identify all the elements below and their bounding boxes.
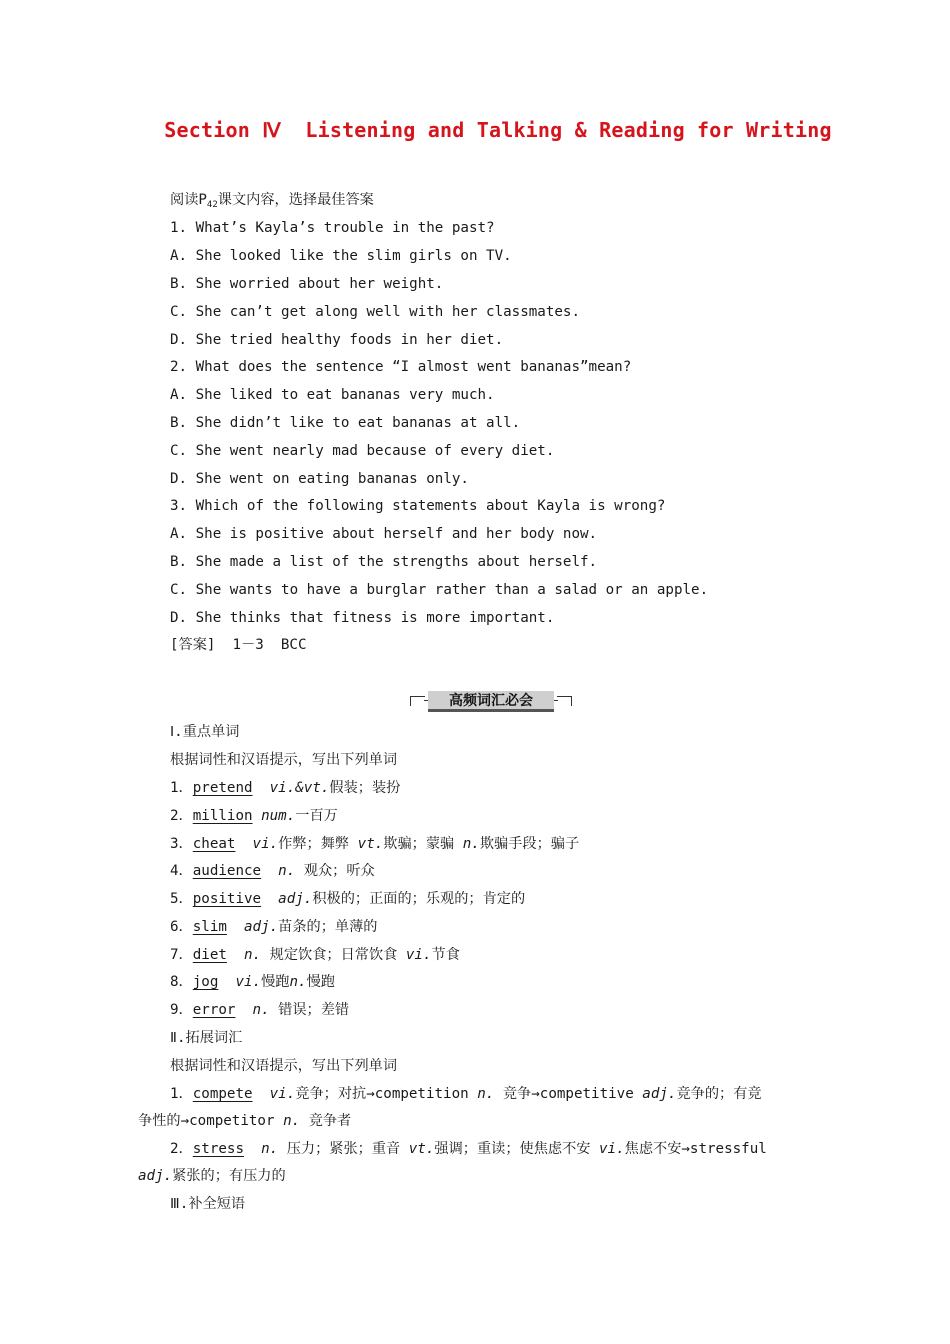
question-1: 1. What’s Kayla’s trouble in the past? bbox=[170, 220, 495, 236]
option-1c: C. She can’t get along well with her classmates. bbox=[170, 304, 580, 320]
option-1b: B. She worried about her weight. bbox=[170, 276, 444, 292]
section-banner bbox=[410, 689, 572, 713]
vocab-item: 8．jog vi.慢跑n.慢跑 bbox=[170, 974, 335, 990]
vocab-item-cont: 争性的→competitor n. 竞争者 bbox=[138, 1113, 352, 1129]
section2-heading: Ⅱ.拓展词汇 bbox=[170, 1030, 243, 1046]
vocab-item: 6．slim adj.苗条的；单薄的 bbox=[170, 919, 378, 935]
vocab-item: 4．audience n. 观众；听众 bbox=[170, 863, 375, 879]
option-2a: A. She liked to eat bananas very much. bbox=[170, 387, 495, 403]
section1-instruction: 根据词性和汉语提示，写出下列单词 bbox=[170, 752, 398, 768]
vocab-item: 7．diet n. 规定饮食；日常饮食 vi.节食 bbox=[170, 947, 460, 963]
vocab-item-cont: adj.紧张的；有压力的 bbox=[138, 1168, 286, 1184]
option-2b: B. She didn’t like to eat bananas at all. bbox=[170, 415, 521, 431]
answer-key: [答案] 1－3 BCC bbox=[170, 637, 307, 653]
banner-label: 高频词汇必会 bbox=[449, 693, 533, 709]
page-title: Section Ⅳ Listening and Talking & Reading for Writing bbox=[164, 118, 832, 142]
vocab-item: 5．positive adj.积极的；正面的；乐观的；肯定的 bbox=[170, 891, 526, 907]
reading-instruction: 阅读$P_{42}$课文内容，选择最佳答案 bbox=[170, 192, 374, 210]
vocab-item: 3．cheat vi.作弊；舞弊 vt.欺骗；蒙骗 n.欺骗手段；骗子 bbox=[170, 836, 580, 852]
option-1a: A. She looked like the slim girls on TV. bbox=[170, 248, 512, 264]
option-3d: D. She thinks that fitness is more important. bbox=[170, 610, 555, 626]
section1-heading: Ⅰ.重点单词 bbox=[170, 724, 240, 740]
vocab-item: 2．million num.一百万 bbox=[170, 808, 338, 824]
section2-instruction: 根据词性和汉语提示，写出下列单词 bbox=[170, 1058, 398, 1074]
option-3a: A. She is positive about herself and her body now. bbox=[170, 526, 598, 542]
question-3: 3. Which of the following statements about Kayla is wrong? bbox=[170, 498, 666, 514]
option-2d: D. She went on eating bananas only. bbox=[170, 471, 469, 487]
option-2c: C. She went nearly mad because of every diet. bbox=[170, 443, 555, 459]
option-3b: B. She made a list of the strengths about herself. bbox=[170, 554, 598, 570]
question-2: 2. What does the sentence “I almost went bananas”mean? bbox=[170, 359, 632, 375]
vocab-item: 1．compete vi.竞争；对抗→competition n. 竞争→competitive adj.竞争的；有竞 bbox=[170, 1086, 762, 1102]
section3-heading: Ⅲ.补全短语 bbox=[170, 1196, 246, 1212]
vocab-item: 9．error n. 错误；差错 bbox=[170, 1002, 350, 1018]
vocab-item: 2．stress n. 压力；紧张；重音 vt.强调；重读；使焦虑不安 vi.焦虑不安→stressful bbox=[170, 1141, 767, 1157]
option-3c: C. She wants to have a burglar rather than a salad or an apple. bbox=[170, 582, 709, 598]
vocab-item: 1．pretend vi.&vt.假装；装扮 bbox=[170, 780, 401, 796]
option-1d: D. She tried healthy foods in her diet. bbox=[170, 332, 504, 348]
